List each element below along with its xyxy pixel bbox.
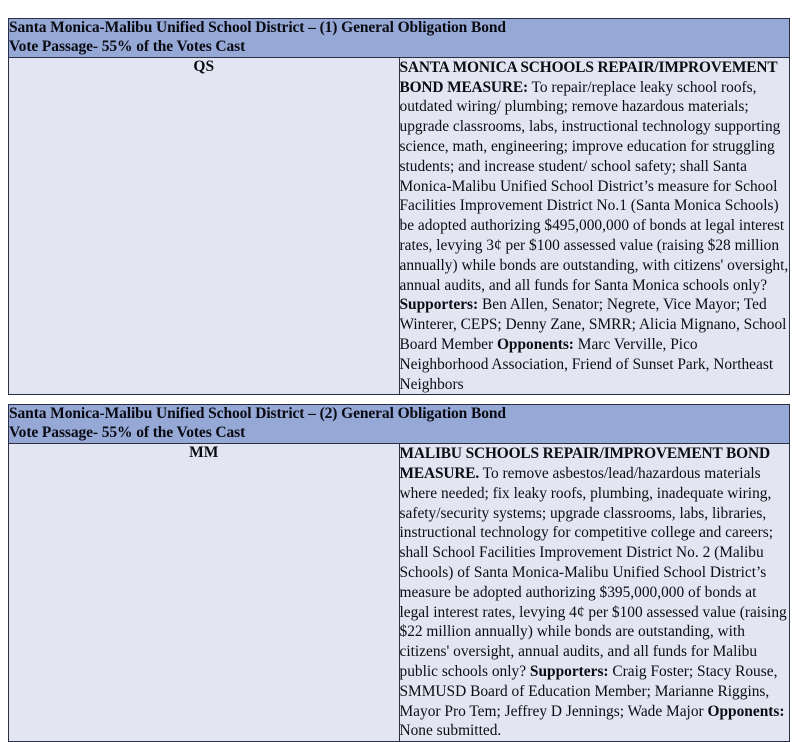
table-gap — [8, 395, 790, 404]
opponents-label-mm: Opponents: — [707, 702, 785, 720]
section-header-row-2 — [9, 405, 790, 444]
section-header-line-2: Vote Passage- 55% of the Votes Cast — [9, 424, 246, 442]
measure-description-mm: To remove asbestos/lead/hazardous materials where needed; fix leaky roofs, plumbing, inadequate wiring, safety/security systems; upgrade classrooms, labs, libraries, instructional technology for competitive college and careers; shall School Facilities Improvement District No. 2 (Malibu Schools) of Santa Monica-Malibu Unified School District’s measure be adopted authorizing $395,000,000 of bonds at legal interest rates, levying 4¢ per $100 assessed value (raising $22 million annually) while bonds are outstanding, with citizens' oversight, annual audits, and all funds for Malibu public schools only? — [399, 464, 787, 680]
opponents-text-qs: Marc Verville, Pico Neighborhood Association, Friend of Sunset Park, Northeast Neighbors — [399, 335, 774, 393]
section-header-cell-1 — [9, 19, 790, 58]
measure-table-1 — [8, 18, 790, 395]
measure-code-label: MM — [189, 444, 219, 462]
measure-table-2 — [8, 404, 790, 742]
measure-body-cell-mm — [399, 444, 790, 742]
opponents-text-mm: None submitted. — [399, 722, 502, 740]
table-row — [9, 444, 790, 742]
measure-text-mm — [400, 444, 790, 741]
supporters-text-qs: Ben Allen, Senator; Negrete, Vice Mayor; Ted Winterer, CEPS; Denny Zane, SMRR; Alicia Mignano, School Board Member — [399, 296, 787, 353]
measure-code-cell-mm — [9, 444, 400, 742]
supporters-text-mm: Craig Foster; Stacy Rouse, SMMUSD Board of Education Member; Marianne Riggins, Mayor Pro Tem; Jeffrey D Jennings; Wade Major — [399, 662, 778, 720]
section-header-row-1 — [9, 19, 790, 58]
section-header-line-1: Santa Monica-Malibu Unified School District – (1) General Obligation Bond — [9, 19, 506, 36]
section-header-line-2: Vote Passage- 55% of the Votes Cast — [9, 37, 246, 55]
measure-title-qs: SANTA MONICA SCHOOLS REPAIR/IMPROVEMENT BOND MEASURE: — [399, 58, 778, 96]
section-header-line-1: Santa Monica-Malibu Unified School District – (2) General Obligation Bond — [9, 405, 506, 423]
opponents-label-qs: Opponents: — [496, 335, 574, 353]
measure-description-qs: To repair/replace leaky school roofs, outdated wiring/ plumbing; remove hazardous materials; upgrade classrooms, labs, instructional technology supporting science, math, engineering; improve education for struggling students; and increase student/ school safety; shall Santa Monica-Malibu Unified School District’s measure for School Facilities Improvement District No.1 (Santa Monica Schools) be adopted authorizing $495,000,000 of bonds at legal interest rates, levying 3¢ per $100 assessed value (raising $28 million annually) while bonds are outstanding, with citizens' oversight, annual audits, and all funds for Santa Monica schools only? — [399, 78, 789, 294]
measure-body-cell-qs — [399, 57, 790, 395]
supporters-label-mm: Supporters: — [529, 662, 609, 680]
supporters-label-qs: Supporters: — [399, 296, 479, 314]
measure-code-label: QS — [193, 57, 215, 75]
measure-code-cell-qs — [9, 57, 400, 395]
measure-text-qs — [400, 58, 790, 395]
measure-title-mm: MALIBU SCHOOLS REPAIR/IMPROVEMENT BOND MEASURE. — [399, 445, 770, 482]
section-header-cell-2 — [9, 405, 790, 444]
table-row — [9, 57, 790, 395]
